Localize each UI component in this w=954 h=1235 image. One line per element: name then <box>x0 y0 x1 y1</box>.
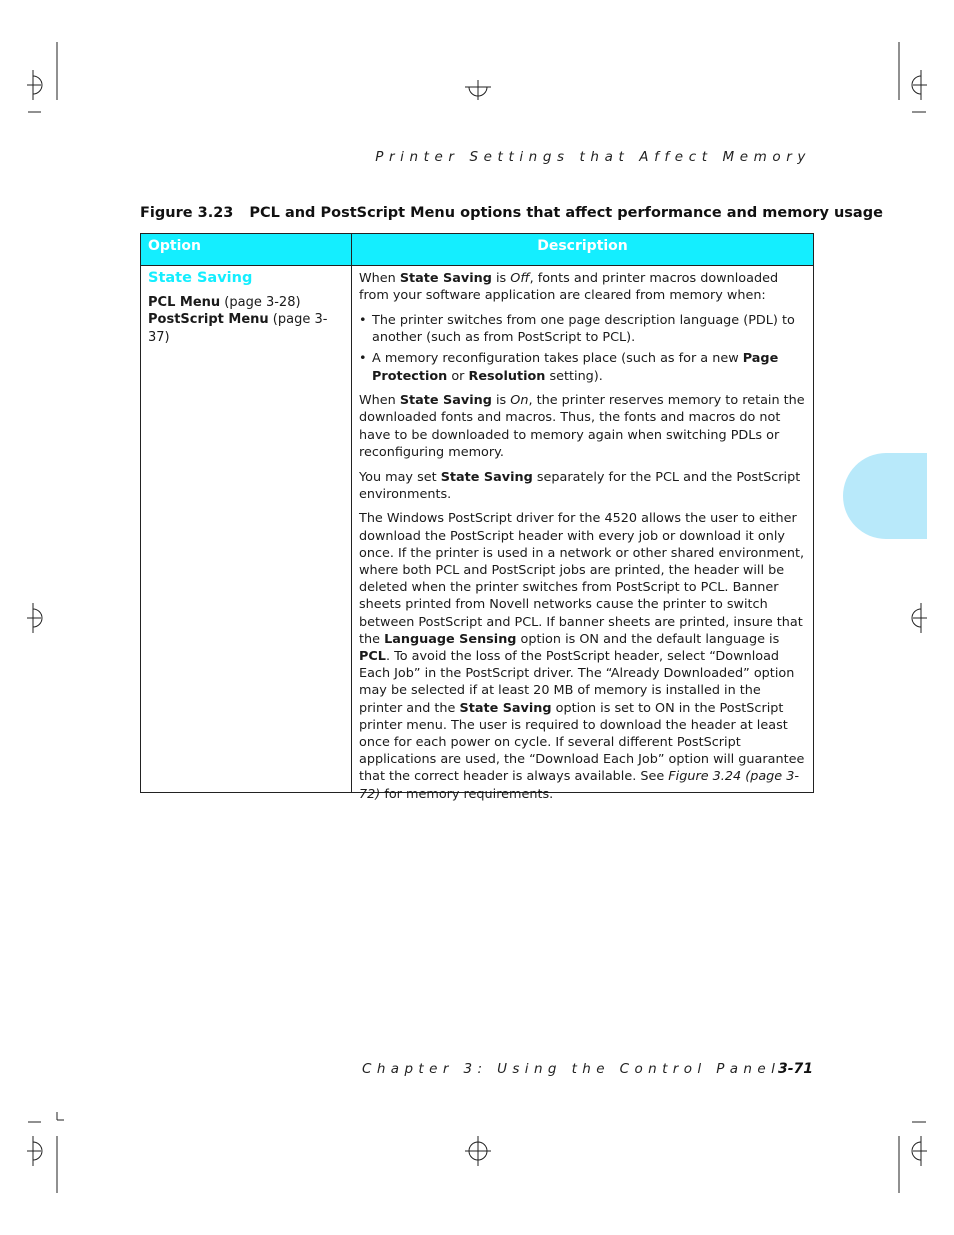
text-run-bold: State Saving <box>459 700 552 716</box>
figure-caption <box>140 205 883 221</box>
text-run: separately for the PCL and the PostScript environments. <box>359 469 801 502</box>
ref-name: PCL Menu <box>148 295 221 311</box>
option-title: State Saving <box>148 270 253 286</box>
list-item <box>359 350 805 384</box>
list-item <box>359 312 805 346</box>
text-run-bold: Language Sensing <box>384 631 517 647</box>
desc-paragraph-off <box>359 270 805 304</box>
text-run-bold: State Saving <box>440 469 533 485</box>
text-run: option is set to ON in the PostScript printer menu. The user is required to download the header at least once for each power on cycle. If several different PostScript applications are used, the “Download Each Job” option will guarantee that the correct header is always available. See <box>359 700 805 785</box>
bullet-dot: • <box>359 351 367 367</box>
ref-page: (page 3-28) <box>224 295 301 311</box>
text-run: , the printer reserves memory to retain the downloaded fonts and macros. Thus, the fonts and macros do not have to be downloaded to memory again when switching PDLs or reconfiguring memory. <box>359 393 805 460</box>
text-run: A memory reconfiguration takes place (such as for a new <box>372 351 743 367</box>
figure-reference: Figure 3.24 (page 3-72) <box>359 769 799 802</box>
description-cell <box>359 270 805 810</box>
text-run: The Windows PostScript driver for the 4520 allows the user to either download the PostScript header with every job or download it only once. If the printer is used in a network or other shared environment, where both PCL and PostScript jobs are printed, the header will be deleted when the printer switches from PostScript to PCL. Banner sheets printed from Novell networks cause the printer to switch between PostScript and PCL. If banner sheets are printed, insure that the <box>359 511 805 647</box>
chapter-tab-marker <box>843 453 927 539</box>
footer-chapter-title: Chapter 3: Using the Control Panel <box>362 1061 781 1077</box>
text-run: The printer switches from one page description language (PDL) to another (such as from PostScript to PCL). <box>372 312 795 346</box>
page-number: 3-71 <box>777 1061 813 1077</box>
text-run-bold: Page Protection <box>372 351 779 384</box>
bullet-dot: • <box>359 312 367 328</box>
table-header-row <box>141 234 813 266</box>
text-run-bold: State Saving <box>399 271 492 286</box>
running-header: Printer Settings that Affect Memory <box>375 149 811 165</box>
text-run: or <box>447 368 469 384</box>
text-run: for memory requirements. <box>380 786 554 802</box>
text-run: setting). <box>545 368 603 384</box>
option-ref-pcl <box>148 294 344 311</box>
column-divider <box>351 234 352 792</box>
text-run: , fonts and printer macros downloaded from your software application are cleared from memory when: <box>359 271 779 304</box>
option-ref-postscript <box>148 311 344 345</box>
header-option: Option <box>148 238 201 254</box>
text-run-bold: PCL <box>359 649 386 665</box>
text-run: You may set <box>359 469 441 485</box>
figure-number: Figure 3.23 <box>140 205 234 221</box>
text-run: is <box>491 393 511 409</box>
option-cell <box>148 270 344 346</box>
desc-paragraph-separate <box>359 469 805 503</box>
desc-paragraph-on <box>359 392 805 461</box>
text-run-italic: On <box>510 393 529 409</box>
desc-paragraph-windows-driver <box>359 510 805 802</box>
header-description: Description <box>537 238 628 254</box>
text-run-italic: Off <box>510 271 530 286</box>
options-table <box>140 233 814 802</box>
text-run: When <box>359 393 400 409</box>
text-run-bold: State Saving <box>399 393 492 409</box>
ref-name: PostScript Menu <box>148 312 269 328</box>
text-run: . To avoid the loss of the PostScript header, select “Download Each Job” in the PostScript driver. The “Already Downloaded” option may be selected if at least 20 MB of memory is installed in the printer and the <box>359 649 795 716</box>
figure-title: PCL and PostScript Menu options that affect performance and memory usage <box>249 205 883 221</box>
text-run: option is ON and the default language is <box>516 631 780 647</box>
text-run: is <box>491 271 511 286</box>
text-run: When <box>359 271 400 286</box>
ref-page: (page 3-37) <box>148 312 328 345</box>
text-run-bold: Resolution <box>468 368 546 384</box>
